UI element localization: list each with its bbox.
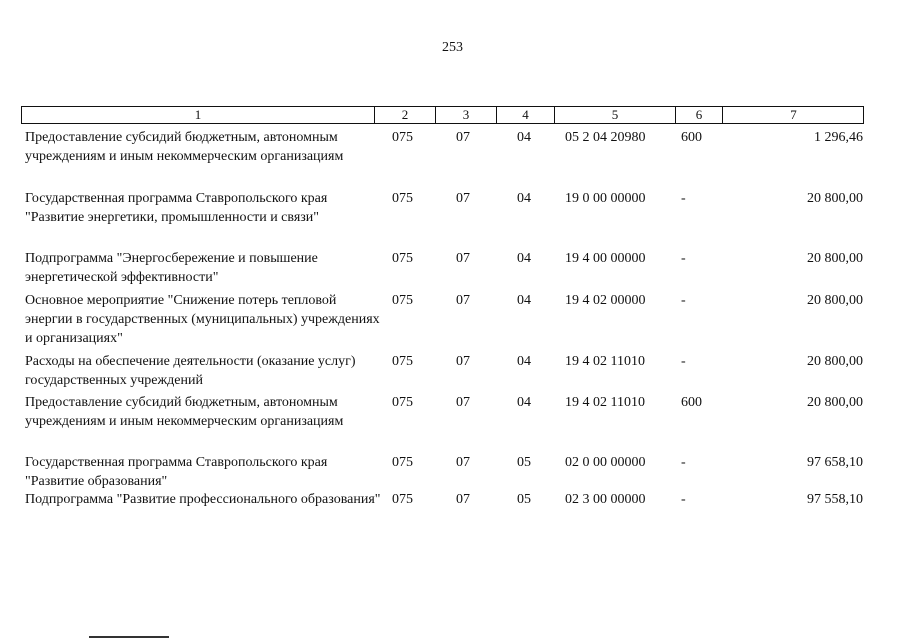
row-col-2: 075 (392, 455, 413, 470)
row-col-7: 97 558,10 (807, 492, 863, 507)
row-col-3: 07 (456, 492, 470, 507)
header-col-5: 5 (555, 107, 676, 123)
row-col-2: 075 (392, 395, 413, 410)
row-col-5: 19 4 02 11010 (565, 354, 645, 369)
row-name: Государственная программа Ставропольского края "Развитие энергетики, промышленности и связи" (25, 191, 328, 225)
row-col-6: - (681, 354, 686, 369)
row-col-3: 07 (456, 293, 470, 308)
row-col-2: 075 (392, 130, 413, 145)
row-name: Государственная программа Ставропольского края "Развитие образования" (25, 455, 328, 489)
page-number: 253 (442, 40, 463, 55)
row-col-2: 075 (392, 293, 413, 308)
row-col-6: - (681, 251, 686, 266)
row-col-6: - (681, 492, 686, 507)
row-col-3: 07 (456, 130, 470, 145)
table-header (21, 106, 864, 124)
row-col-3: 07 (456, 251, 470, 266)
row-col-7: 20 800,00 (807, 395, 863, 410)
row-col-7: 20 800,00 (807, 293, 863, 308)
row-col-7: 97 658,10 (807, 455, 863, 470)
row-col-6: - (681, 293, 686, 308)
row-col-7: 20 800,00 (807, 251, 863, 266)
header-col-1: 1 (22, 107, 375, 123)
row-col-5: 05 2 04 20980 (565, 130, 646, 145)
header-col-7: 7 (790, 107, 797, 122)
row-col-5: 19 4 02 11010 (565, 395, 645, 410)
row-col-4: 04 (517, 354, 531, 369)
row-name: Предоставление субсидий бюджетным, автономным учреждениям и иным некоммерческим организациям (25, 130, 344, 164)
header-col-6: 6 (676, 107, 723, 123)
row-col-6: 600 (681, 395, 702, 410)
row-col-5: 19 0 00 00000 (565, 191, 646, 206)
row-col-3: 07 (456, 354, 470, 369)
row-col-4: 04 (517, 293, 531, 308)
row-col-7: 20 800,00 (807, 354, 863, 369)
row-col-4: 05 (517, 492, 531, 507)
row-name: Предоставление субсидий бюджетным, автономным учреждениям и иным некоммерческим организациям (25, 395, 344, 429)
header-col-2: 2 (375, 107, 436, 123)
row-col-4: 04 (517, 191, 531, 206)
row-col-7: 20 800,00 (807, 191, 863, 206)
row-col-5: 02 3 00 00000 (565, 492, 646, 507)
row-col-2: 075 (392, 251, 413, 266)
header-col-3: 3 (436, 107, 497, 123)
row-col-3: 07 (456, 455, 470, 470)
row-col-6: - (681, 191, 686, 206)
row-name: Подпрограмма "Развитие профессионального образования" (25, 492, 381, 507)
row-col-5: 02 0 00 00000 (565, 455, 646, 470)
row-col-2: 075 (392, 492, 413, 507)
row-col-6: - (681, 455, 686, 470)
signature-line (89, 636, 169, 638)
row-col-3: 07 (456, 191, 470, 206)
row-name: Подпрограмма "Энергосбережение и повышение энергетической эффективности" (25, 251, 318, 285)
header-col-4: 4 (497, 107, 555, 123)
row-col-4: 04 (517, 130, 531, 145)
row-col-3: 07 (456, 395, 470, 410)
row-col-6: 600 (681, 130, 702, 145)
row-col-4: 04 (517, 395, 531, 410)
row-name: Расходы на обеспечение деятельности (оказание услуг) государственных учреждений (25, 354, 356, 388)
row-name: Основное мероприятие "Снижение потерь тепловой энергии в государственных (муниципальных) учреждениях и организациях" (25, 293, 380, 346)
row-col-4: 04 (517, 251, 531, 266)
row-col-7: 1 296,46 (814, 130, 863, 145)
row-col-2: 075 (392, 191, 413, 206)
row-col-5: 19 4 02 00000 (565, 293, 646, 308)
row-col-2: 075 (392, 354, 413, 369)
row-col-5: 19 4 00 00000 (565, 251, 646, 266)
row-col-4: 05 (517, 455, 531, 470)
